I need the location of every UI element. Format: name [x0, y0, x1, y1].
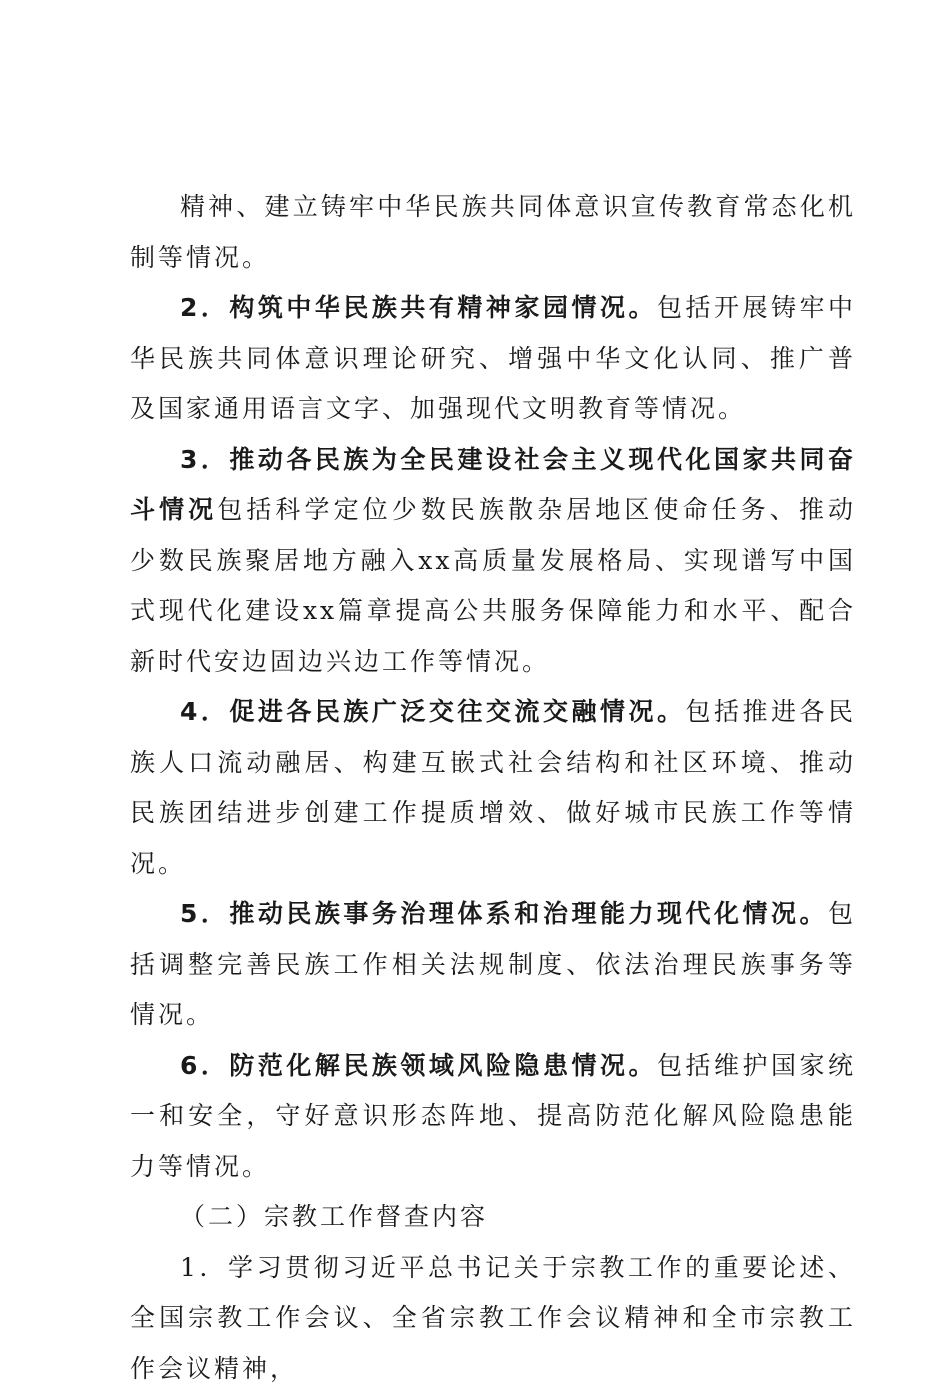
paragraph-heading: 6．防范化解民族领域风险隐患情况。	[180, 1051, 657, 1080]
paragraph-body: 包括推进各民族人口流动融居、构建互嵌式社会结构和社区环境、推动民族团结进步创建工作提质增效、做好城市民族工作等情况。	[130, 697, 856, 878]
paragraph-item-5	[130, 889, 856, 1041]
paragraph-religion-item-1	[130, 1243, 856, 1394]
paragraph-item-3	[130, 435, 856, 688]
paragraph-body: （二）宗教工作督查内容	[180, 1202, 488, 1231]
paragraph-body: 1．学习贯彻习近平总书记关于宗教工作的重要论述、全国宗教工作会议、全省宗教工作会议精神和全市宗教工作会议精神，	[130, 1253, 856, 1383]
paragraph-body: 包括科学定位少数民族散杂居地区使命任务、推动少数民族聚居地方融入xx高质量发展格局、实现谱写中国式现代化建设xx篇章提高公共服务保障能力和水平、配合新时代安边固边兴边工作等情况。	[130, 495, 856, 676]
paragraph-item-2	[130, 283, 856, 435]
paragraph-body: 包括调整完善民族工作相关法规制度、依法治理民族事务等情况。	[130, 899, 856, 1029]
paragraph-heading: 3．推动各民族为全民建设社会主义现代化国家共同奋斗情况	[130, 445, 856, 525]
paragraph-body: 精神、建立铸牢中华民族共同体意识宣传教育常态化机制等情况。	[130, 192, 856, 272]
paragraph-heading: 2．构筑中华民族共有精神家园情况。	[180, 293, 657, 322]
paragraph-heading: 5．推动民族事务治理体系和治理能力现代化情况。	[180, 899, 828, 928]
document-body	[130, 182, 856, 1394]
paragraph-continuation	[130, 182, 856, 283]
paragraph-item-4	[130, 687, 856, 889]
paragraph-heading: 4．促进各民族广泛交往交流交融情况。	[180, 697, 685, 726]
section-heading-religion	[130, 1192, 856, 1243]
paragraph-body: 包括维护国家统一和安全，守好意识形态阵地、提高防范化解风险隐患能力等情况。	[130, 1051, 856, 1181]
paragraph-body: 包括开展铸牢中华民族共同体意识理论研究、增强中华文化认同、推广普及国家通用语言文字、加强现代文明教育等情况。	[130, 293, 856, 423]
paragraph-item-6	[130, 1041, 856, 1193]
